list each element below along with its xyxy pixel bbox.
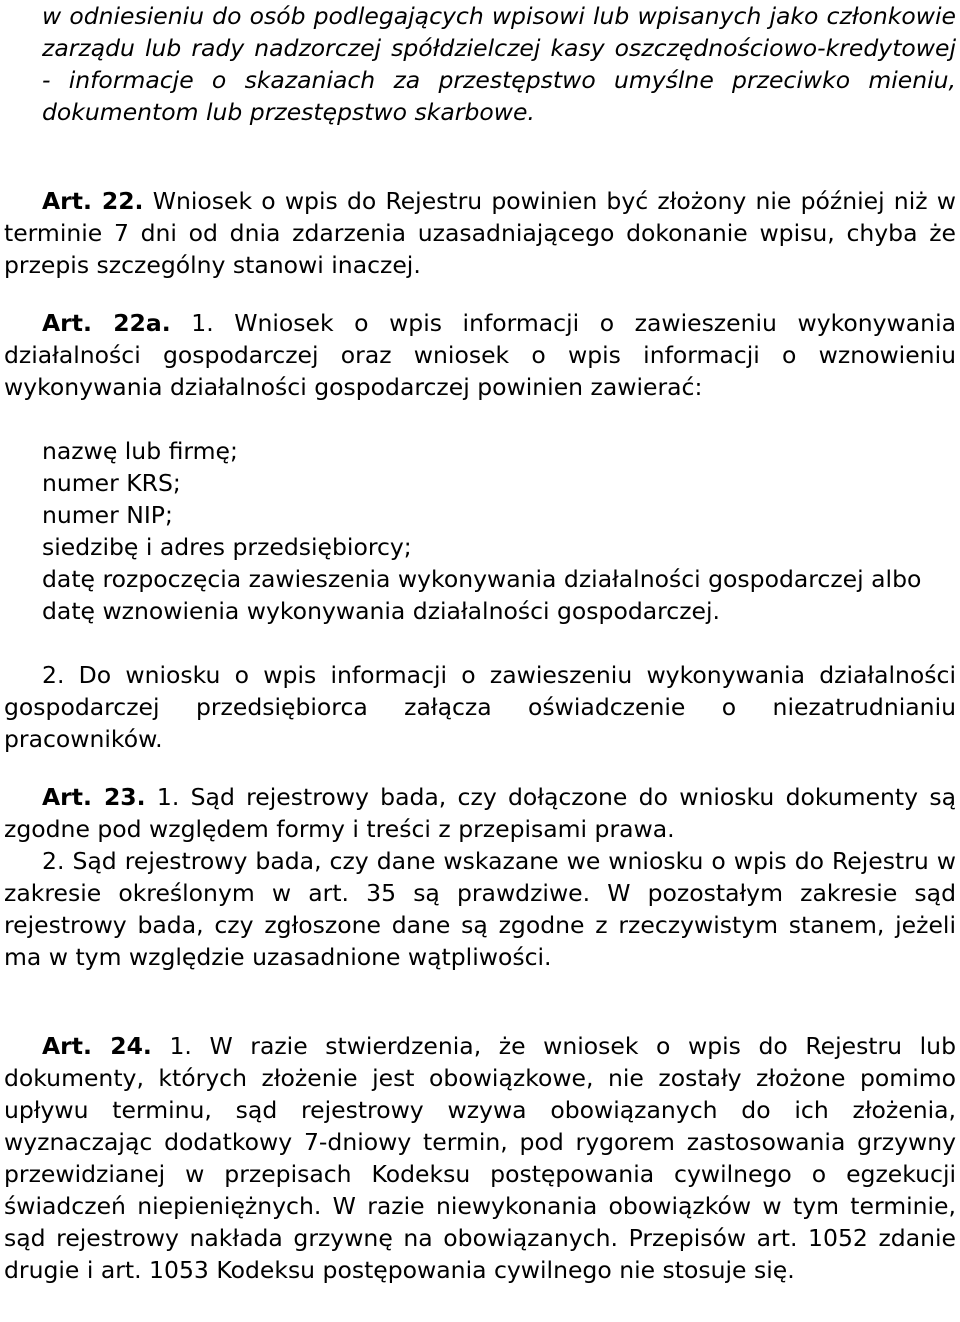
item-label xyxy=(4,467,42,499)
article-heading: Art. 23. xyxy=(42,783,146,811)
list-item xyxy=(4,531,956,563)
item-text: numer KRS; xyxy=(42,469,181,497)
article-22a-para-2 xyxy=(4,659,956,755)
article-23-para-2 xyxy=(4,845,956,973)
item-text: siedzibę i adres przedsiębiorcy; xyxy=(42,533,412,561)
para-text: Sąd rejestrowy bada, czy dołączone do wniosku dokumenty są zgodne pod względem formy i treści z przepisami prawa. xyxy=(4,783,956,843)
item-label xyxy=(4,595,42,627)
item-text: datę wznowienia wykonywania działalności gospodarczej. xyxy=(42,597,721,625)
para-number: 2. xyxy=(42,847,65,875)
para-text: Sąd rejestrowy bada, czy dane wskazane we wniosku o wpis do Rejestru w zakresie określonym w art. 35 są prawdziwe. W pozostałym zakresie sąd rejestrowy bada, czy zgłoszone dane są zgodne z rzeczywistym stanem, jeżeli ma w tym względzie uzasadnione wątpliwości. xyxy=(4,847,956,971)
article-22a-list xyxy=(4,435,956,627)
para-number: 1. xyxy=(156,783,180,811)
para-text: W razie stwierdzenia, że wniosek o wpis do Rejestru lub dokumenty, których złożenie jest obowiązkowe, nie zostały złożone pomimo upływu terminu, sąd rejestrowy wzywa obowiązanych do ich złożenia, wyznaczając dodatkowy 7-dniowy termin, pod rygorem zastosowania grzywny przewidzianej w przepisach Kodeksu postępowania cywilnego o egzekucji świadczeń niepieniężnych. W razie niewykonania obowiązków w tym terminie, sąd rejestrowy nakłada grzywnę na obowiązanych. Przepisów art. 1052 zdanie drugie i art. 1053 Kodeksu postępowania cywilnego nie stosuje się. xyxy=(4,1032,956,1284)
article-heading: Art. 22a. xyxy=(42,309,171,337)
item-label xyxy=(4,499,42,531)
list-item xyxy=(4,595,956,627)
item-text: datę rozpoczęcia zawieszenia wykonywania działalności gospodarczej albo xyxy=(42,565,922,593)
article-22a-para-1 xyxy=(4,307,956,403)
para-text: Wniosek o wpis informacji o zawieszeniu wykonywania działalności gospodarczej oraz wniosek o wpis informacji o wznowieniu wykonywania działalności gospodarczej powinien zawierać: xyxy=(4,309,956,401)
list-item xyxy=(4,499,956,531)
article-22 xyxy=(4,185,956,281)
item-text: nazwę lub firmę; xyxy=(42,437,238,465)
article-heading: Art. 22. xyxy=(42,187,144,215)
article-text: Wniosek o wpis do Rejestru powinien być złożony nie później niż w terminie 7 dni od dnia zdarzenia uzasadniającego dokonanie wpisu, chyba że przepis szczególny stanowi inaczej. xyxy=(4,187,956,279)
para-number: 2. xyxy=(42,661,65,689)
list-item-4 xyxy=(4,0,956,128)
item-text: w odniesieniu do osób podlegających wpisowi lub wpisanych jako członkowie zarządu lub rady nadzorczej spółdzielczej kasy oszczędnościowo-kredytowej - informacje o skazaniach za przestępstwo umyślne przeciwko mieniu, dokumentom lub przestępstwo skarbowe. xyxy=(42,2,956,126)
para-number: 1. xyxy=(169,1032,192,1060)
item-label xyxy=(4,563,42,595)
para-text: Do wniosku o wpis informacji o zawieszeniu wykonywania działalności gospodarczej przedsiębiorca załącza oświadczenie o niezatrudnianiu pracowników. xyxy=(4,661,956,753)
item-label xyxy=(4,531,42,563)
article-23-para-1 xyxy=(4,781,956,845)
list-item xyxy=(4,467,956,499)
item-label xyxy=(4,435,42,467)
item-label xyxy=(4,0,42,32)
article-heading: Art. 24. xyxy=(42,1032,152,1060)
list-item xyxy=(4,435,956,467)
para-number: 1. xyxy=(191,309,214,337)
article-24-para-1 xyxy=(4,1030,956,1286)
item-text: numer NIP; xyxy=(42,501,173,529)
list-item xyxy=(4,563,956,595)
